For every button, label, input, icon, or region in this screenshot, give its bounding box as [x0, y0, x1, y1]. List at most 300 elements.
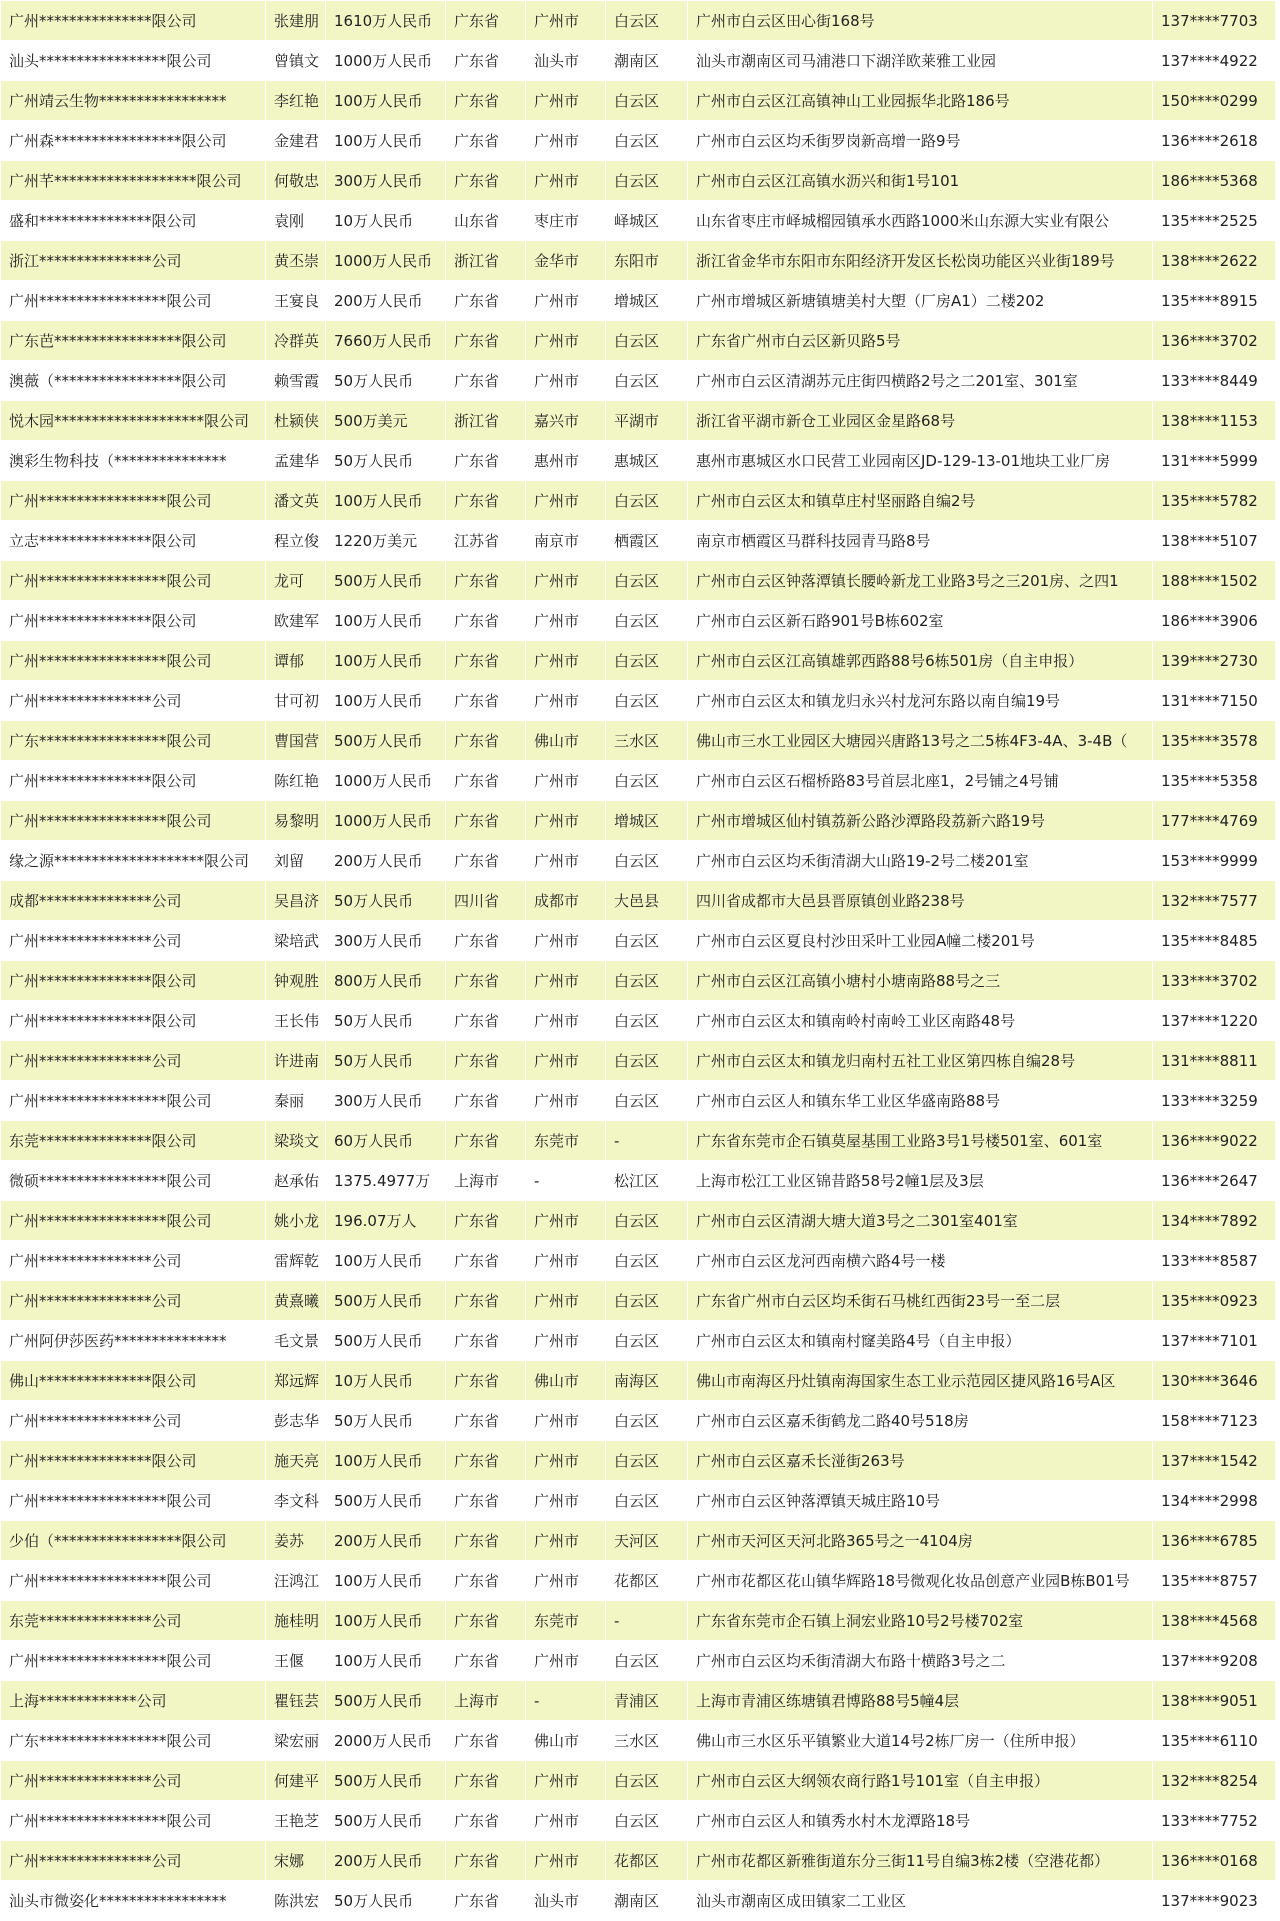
- city-cell: 广州市: [526, 1841, 606, 1881]
- phone-cell: 186****3906: [1153, 601, 1276, 641]
- phone-cell: 131****8811: [1153, 1041, 1276, 1081]
- legal-rep-cell: 施天亮: [266, 1441, 326, 1481]
- company-name-cell: 广州***************公司: [1, 681, 266, 721]
- registered-capital-cell: 1000万人民币: [326, 41, 446, 81]
- address-cell: 广东省广州市白云区新贝路5号: [688, 321, 1153, 361]
- district-cell: 白云区: [606, 841, 688, 881]
- phone-cell: 136****2618: [1153, 121, 1276, 161]
- district-cell: 白云区: [606, 561, 688, 601]
- city-cell: 汕头市: [526, 41, 606, 81]
- city-cell: 佛山市: [526, 1721, 606, 1761]
- city-cell: 惠州市: [526, 441, 606, 481]
- province-cell: 广东省: [446, 1641, 526, 1681]
- legal-rep-cell: 杜颍侠: [266, 401, 326, 441]
- legal-rep-cell: 钟观胜: [266, 961, 326, 1001]
- province-cell: 广东省: [446, 1241, 526, 1281]
- province-cell: 广东省: [446, 1801, 526, 1841]
- district-cell: 花都区: [606, 1561, 688, 1601]
- address-cell: 广州市白云区石榴桥路83号首层北座1，2号铺之4号铺: [688, 761, 1153, 801]
- company-name-cell: 广州*****************限公司: [1, 641, 266, 681]
- address-cell: 广州市白云区嘉禾长湴街263号: [688, 1441, 1153, 1481]
- legal-rep-cell: 黄丕崇: [266, 241, 326, 281]
- district-cell: 松江区: [606, 1161, 688, 1201]
- address-cell: 汕头市潮南区成田镇家二工业区: [688, 1881, 1153, 1921]
- city-cell: 广州市: [526, 761, 606, 801]
- table-row: [1, 1121, 1276, 1161]
- address-cell: 广州市白云区太和镇南村窿美路4号（自主申报）: [688, 1321, 1153, 1361]
- company-name-cell: 浙江***************公司: [1, 241, 266, 281]
- address-cell: 广州市天河区天河北路365号之一4104房: [688, 1521, 1153, 1561]
- city-cell: 佛山市: [526, 721, 606, 761]
- company-name-cell: 广州***************限公司: [1, 1, 266, 41]
- province-cell: 浙江省: [446, 401, 526, 441]
- address-cell: 广州市花都区新雅街道东分三街11号自编3栋2楼（空港花都）: [688, 1841, 1153, 1881]
- city-cell: 广州市: [526, 1561, 606, 1601]
- company-name-cell: 微硕*****************限公司: [1, 1161, 266, 1201]
- registered-capital-cell: 100万人民币: [326, 641, 446, 681]
- province-cell: 广东省: [446, 841, 526, 881]
- phone-cell: 153****9999: [1153, 841, 1276, 881]
- district-cell: 惠城区: [606, 441, 688, 481]
- address-cell: 广州市白云区清湖大塘大道3号之二301室401室: [688, 1201, 1153, 1241]
- city-cell: 东莞市: [526, 1601, 606, 1641]
- legal-rep-cell: 梁培武: [266, 921, 326, 961]
- address-cell: 广州市白云区江高镇小塘村小塘南路88号之三: [688, 961, 1153, 1001]
- legal-rep-cell: 潘文英: [266, 481, 326, 521]
- legal-rep-cell: 甘可初: [266, 681, 326, 721]
- table-row: [1, 801, 1276, 841]
- district-cell: 白云区: [606, 1801, 688, 1841]
- registered-capital-cell: 300万人民币: [326, 921, 446, 961]
- city-cell: 广州市: [526, 561, 606, 601]
- company-name-cell: 广州***************限公司: [1, 761, 266, 801]
- phone-cell: 130****3646: [1153, 1361, 1276, 1401]
- table-row: [1, 1721, 1276, 1761]
- province-cell: 广东省: [446, 1321, 526, 1361]
- legal-rep-cell: 宋娜: [266, 1841, 326, 1881]
- registered-capital-cell: 50万人民币: [326, 1001, 446, 1041]
- district-cell: -: [606, 1601, 688, 1641]
- company-name-cell: 少伯（*****************限公司: [1, 1521, 266, 1561]
- phone-cell: 137****7101: [1153, 1321, 1276, 1361]
- city-cell: 枣庄市: [526, 201, 606, 241]
- city-cell: 广州市: [526, 961, 606, 1001]
- registered-capital-cell: 1375.4977万: [326, 1161, 446, 1201]
- phone-cell: 133****7752: [1153, 1801, 1276, 1841]
- company-name-cell: 广州***************公司: [1, 1041, 266, 1081]
- company-name-cell: 广东芭*****************限公司: [1, 321, 266, 361]
- city-cell: 广州市: [526, 641, 606, 681]
- address-cell: 广州市白云区江高镇神山工业园振华北路186号: [688, 81, 1153, 121]
- address-cell: 广州市白云区夏良村沙田采叶工业园A幢二楼201号: [688, 921, 1153, 961]
- table-row: [1, 1881, 1276, 1921]
- table-row: [1, 641, 1276, 681]
- registered-capital-cell: 50万人民币: [326, 441, 446, 481]
- company-name-cell: 广州*****************限公司: [1, 281, 266, 321]
- company-name-cell: 广州***************限公司: [1, 601, 266, 641]
- city-cell: 广州市: [526, 121, 606, 161]
- legal-rep-cell: 程立俊: [266, 521, 326, 561]
- registered-capital-cell: 100万人民币: [326, 1561, 446, 1601]
- company-name-cell: 广州*****************限公司: [1, 801, 266, 841]
- address-cell: 汕头市潮南区司马浦港口下湖洋欧莱雅工业园: [688, 41, 1153, 81]
- province-cell: 广东省: [446, 321, 526, 361]
- legal-rep-cell: 彭志华: [266, 1401, 326, 1441]
- address-cell: 广州市增城区仙村镇荔新公路沙潭路段荔新六路19号: [688, 801, 1153, 841]
- registered-capital-cell: 500万人民币: [326, 1321, 446, 1361]
- table-row: [1, 521, 1276, 561]
- phone-cell: 136****2647: [1153, 1161, 1276, 1201]
- registered-capital-cell: 1000万人民币: [326, 761, 446, 801]
- province-cell: 广东省: [446, 1761, 526, 1801]
- district-cell: 潮南区: [606, 41, 688, 81]
- table-row: [1, 1561, 1276, 1601]
- province-cell: 浙江省: [446, 241, 526, 281]
- address-cell: 广东省东莞市企石镇上洞宏业路10号2号楼702室: [688, 1601, 1153, 1641]
- district-cell: 增城区: [606, 281, 688, 321]
- province-cell: 广东省: [446, 1201, 526, 1241]
- address-cell: 佛山市三水工业园区大塘园兴唐路13号之二5栋4F3-4A、3-4B（: [688, 721, 1153, 761]
- city-cell: 广州市: [526, 321, 606, 361]
- registered-capital-cell: 100万人民币: [326, 81, 446, 121]
- table-row: [1, 921, 1276, 961]
- table-row: [1, 1441, 1276, 1481]
- legal-rep-cell: 施桂明: [266, 1601, 326, 1641]
- province-cell: 广东省: [446, 1001, 526, 1041]
- district-cell: 白云区: [606, 361, 688, 401]
- table-row: [1, 41, 1276, 81]
- phone-cell: 136****0168: [1153, 1841, 1276, 1881]
- address-cell: 广州市白云区清湖苏元庄街四横路2号之二201室、301室: [688, 361, 1153, 401]
- address-cell: 四川省成都市大邑县晋原镇创业路238号: [688, 881, 1153, 921]
- table-row: [1, 361, 1276, 401]
- city-cell: 广州市: [526, 1801, 606, 1841]
- address-cell: 上海市松江工业区锦昔路58号2幢1层及3层: [688, 1161, 1153, 1201]
- table-row: [1, 1601, 1276, 1641]
- phone-cell: 137****1542: [1153, 1441, 1276, 1481]
- city-cell: 广州市: [526, 81, 606, 121]
- registered-capital-cell: 200万人民币: [326, 1841, 446, 1881]
- province-cell: 广东省: [446, 561, 526, 601]
- registered-capital-cell: 100万人民币: [326, 681, 446, 721]
- table-row: [1, 81, 1276, 121]
- legal-rep-cell: 谭郁: [266, 641, 326, 681]
- table-row: [1, 721, 1276, 761]
- company-name-cell: 广州靖云生物*****************: [1, 81, 266, 121]
- phone-cell: 158****7123: [1153, 1401, 1276, 1441]
- district-cell: 东阳市: [606, 241, 688, 281]
- address-cell: 广州市白云区人和镇东华工业区华盛南路88号: [688, 1081, 1153, 1121]
- city-cell: 广州市: [526, 1281, 606, 1321]
- phone-cell: 135****5782: [1153, 481, 1276, 521]
- table-row: [1, 1761, 1276, 1801]
- registered-capital-cell: 100万人民币: [326, 1441, 446, 1481]
- company-name-cell: 广州***************限公司: [1, 1001, 266, 1041]
- city-cell: 广州市: [526, 681, 606, 721]
- address-cell: 广州市白云区新石路901号B栋602室: [688, 601, 1153, 641]
- registered-capital-cell: 500万人民币: [326, 1481, 446, 1521]
- table-row: [1, 1361, 1276, 1401]
- company-name-cell: 广州***************限公司: [1, 961, 266, 1001]
- address-cell: 广州市白云区田心街168号: [688, 1, 1153, 41]
- district-cell: 潮南区: [606, 1881, 688, 1921]
- legal-rep-cell: 王偃: [266, 1641, 326, 1681]
- city-cell: 广州市: [526, 1641, 606, 1681]
- legal-rep-cell: 张建朋: [266, 1, 326, 41]
- province-cell: 广东省: [446, 1481, 526, 1521]
- address-cell: 广州市增城区新塘镇塘美村大塱（厂房A1）二楼202: [688, 281, 1153, 321]
- province-cell: 广东省: [446, 1841, 526, 1881]
- district-cell: 白云区: [606, 1241, 688, 1281]
- district-cell: 三水区: [606, 721, 688, 761]
- legal-rep-cell: 许进南: [266, 1041, 326, 1081]
- company-name-cell: 上海*************公司: [1, 1681, 266, 1721]
- district-cell: 平湖市: [606, 401, 688, 441]
- province-cell: 广东省: [446, 121, 526, 161]
- district-cell: 花都区: [606, 1841, 688, 1881]
- address-cell: 广州市白云区太和镇南岭村南岭工业区南路48号: [688, 1001, 1153, 1041]
- city-cell: 广州市: [526, 1, 606, 41]
- registered-capital-cell: 196.07万人: [326, 1201, 446, 1241]
- address-cell: 山东省枣庄市峄城榴园镇承水西路1000米山东源大实业有限公: [688, 201, 1153, 241]
- registered-capital-cell: 200万人民币: [326, 841, 446, 881]
- province-cell: 广东省: [446, 961, 526, 1001]
- address-cell: 广州市白云区江高镇水沥兴和街1号101: [688, 161, 1153, 201]
- province-cell: 广东省: [446, 1521, 526, 1561]
- company-name-cell: 广州*****************限公司: [1, 1801, 266, 1841]
- address-cell: 浙江省平湖市新仓工业园区金星路68号: [688, 401, 1153, 441]
- legal-rep-cell: 何敬忠: [266, 161, 326, 201]
- province-cell: 广东省: [446, 641, 526, 681]
- table-row: [1, 961, 1276, 1001]
- district-cell: 南海区: [606, 1361, 688, 1401]
- address-cell: 广州市白云区均禾街清湖大布路十横路3号之二: [688, 1641, 1153, 1681]
- city-cell: 广州市: [526, 161, 606, 201]
- legal-rep-cell: 梁宏丽: [266, 1721, 326, 1761]
- phone-cell: 150****0299: [1153, 81, 1276, 121]
- city-cell: 广州市: [526, 841, 606, 881]
- registered-capital-cell: 7660万人民币: [326, 321, 446, 361]
- legal-rep-cell: 李红艳: [266, 81, 326, 121]
- district-cell: 白云区: [606, 1281, 688, 1321]
- table-row: [1, 441, 1276, 481]
- phone-cell: 131****7150: [1153, 681, 1276, 721]
- district-cell: 白云区: [606, 1081, 688, 1121]
- address-cell: 浙江省金华市东阳市东阳经济开发区长松岗功能区兴业街189号: [688, 241, 1153, 281]
- legal-rep-cell: 王艳芝: [266, 1801, 326, 1841]
- table-row: [1, 1041, 1276, 1081]
- phone-cell: 134****7892: [1153, 1201, 1276, 1241]
- province-cell: 四川省: [446, 881, 526, 921]
- table-row: [1, 1401, 1276, 1441]
- phone-cell: 139****2730: [1153, 641, 1276, 681]
- legal-rep-cell: 郑远辉: [266, 1361, 326, 1401]
- table-row: [1, 1081, 1276, 1121]
- registered-capital-cell: 50万人民币: [326, 1401, 446, 1441]
- phone-cell: 137****9208: [1153, 1641, 1276, 1681]
- address-cell: 上海市青浦区练塘镇君博路88号5幢4层: [688, 1681, 1153, 1721]
- phone-cell: 134****2998: [1153, 1481, 1276, 1521]
- city-cell: 广州市: [526, 801, 606, 841]
- legal-rep-cell: 雷辉乾: [266, 1241, 326, 1281]
- legal-rep-cell: 姜苏: [266, 1521, 326, 1561]
- address-cell: 广州市白云区钟落潭镇长腰岭新龙工业路3号之三201房、之四1: [688, 561, 1153, 601]
- district-cell: 白云区: [606, 1641, 688, 1681]
- province-cell: 广东省: [446, 681, 526, 721]
- company-name-cell: 广州***************公司: [1, 1401, 266, 1441]
- legal-rep-cell: 李文科: [266, 1481, 326, 1521]
- province-cell: 广东省: [446, 1401, 526, 1441]
- table-row: [1, 321, 1276, 361]
- registered-capital-cell: 50万人民币: [326, 1041, 446, 1081]
- city-cell: 广州市: [526, 1081, 606, 1121]
- legal-rep-cell: 陈红艳: [266, 761, 326, 801]
- city-cell: 东莞市: [526, 1121, 606, 1161]
- province-cell: 广东省: [446, 41, 526, 81]
- province-cell: 广东省: [446, 761, 526, 801]
- city-cell: 佛山市: [526, 1361, 606, 1401]
- phone-cell: 135****0923: [1153, 1281, 1276, 1321]
- registered-capital-cell: 1000万人民币: [326, 241, 446, 281]
- legal-rep-cell: 王宴良: [266, 281, 326, 321]
- phone-cell: 133****3259: [1153, 1081, 1276, 1121]
- district-cell: 大邑县: [606, 881, 688, 921]
- legal-rep-cell: 易黎明: [266, 801, 326, 841]
- phone-cell: 137****9023: [1153, 1881, 1276, 1921]
- legal-rep-cell: 瞿钰芸: [266, 1681, 326, 1721]
- legal-rep-cell: 汪鸿江: [266, 1561, 326, 1601]
- table-row: [1, 1841, 1276, 1881]
- city-cell: 广州市: [526, 481, 606, 521]
- district-cell: 青浦区: [606, 1681, 688, 1721]
- registered-capital-cell: 800万人民币: [326, 961, 446, 1001]
- company-name-cell: 广州*****************限公司: [1, 1481, 266, 1521]
- table-row: [1, 481, 1276, 521]
- city-cell: 广州市: [526, 1041, 606, 1081]
- province-cell: 广东省: [446, 481, 526, 521]
- phone-cell: 135****6110: [1153, 1721, 1276, 1761]
- phone-cell: 137****7703: [1153, 1, 1276, 41]
- company-name-cell: 广东*****************限公司: [1, 721, 266, 761]
- province-cell: 广东省: [446, 1041, 526, 1081]
- phone-cell: 137****4922: [1153, 41, 1276, 81]
- legal-rep-cell: 欧建军: [266, 601, 326, 641]
- city-cell: 广州市: [526, 1001, 606, 1041]
- registered-capital-cell: 100万人民币: [326, 601, 446, 641]
- legal-rep-cell: 吴昌济: [266, 881, 326, 921]
- table-row: [1, 201, 1276, 241]
- company-name-cell: 佛山***************限公司: [1, 1361, 266, 1401]
- registered-capital-cell: 100万人民币: [326, 1641, 446, 1681]
- legal-rep-cell: 毛文景: [266, 1321, 326, 1361]
- district-cell: 天河区: [606, 1521, 688, 1561]
- city-cell: 成都市: [526, 881, 606, 921]
- address-cell: 广州市白云区太和镇龙归永兴村龙河东路以南自编19号: [688, 681, 1153, 721]
- phone-cell: 138****9051: [1153, 1681, 1276, 1721]
- city-cell: 广州市: [526, 361, 606, 401]
- company-name-cell: 广州阿伊莎医药***************: [1, 1321, 266, 1361]
- city-cell: 广州市: [526, 281, 606, 321]
- phone-cell: 186****5368: [1153, 161, 1276, 201]
- company-name-cell: 东莞***************限公司: [1, 1121, 266, 1161]
- table-row: [1, 761, 1276, 801]
- registered-capital-cell: 50万人民币: [326, 361, 446, 401]
- address-cell: 南京市栖霞区马群科技园青马路8号: [688, 521, 1153, 561]
- phone-cell: 132****7577: [1153, 881, 1276, 921]
- district-cell: 白云区: [606, 81, 688, 121]
- legal-rep-cell: 姚小龙: [266, 1201, 326, 1241]
- table-row: [1, 161, 1276, 201]
- company-name-cell: 广州*****************限公司: [1, 1641, 266, 1681]
- province-cell: 广东省: [446, 161, 526, 201]
- address-cell: 广州市白云区均禾街罗岗新高增一路9号: [688, 121, 1153, 161]
- district-cell: 白云区: [606, 481, 688, 521]
- registered-capital-cell: 100万人民币: [326, 481, 446, 521]
- company-name-cell: 广州***************公司: [1, 1841, 266, 1881]
- province-cell: 广东省: [446, 1121, 526, 1161]
- city-cell: 广州市: [526, 1401, 606, 1441]
- table-row: [1, 1321, 1276, 1361]
- phone-cell: 136****9022: [1153, 1121, 1276, 1161]
- address-cell: 广州市白云区嘉禾街鹤龙二路40号518房: [688, 1401, 1153, 1441]
- registered-capital-cell: 10万人民币: [326, 201, 446, 241]
- registered-capital-cell: 500万人民币: [326, 1761, 446, 1801]
- district-cell: -: [606, 1121, 688, 1161]
- company-name-cell: 广东*****************限公司: [1, 1721, 266, 1761]
- registered-capital-cell: 1610万人民币: [326, 1, 446, 41]
- registered-capital-cell: 500万人民币: [326, 1801, 446, 1841]
- city-cell: 广州市: [526, 1241, 606, 1281]
- table-row: [1, 241, 1276, 281]
- address-cell: 广东省东莞市企石镇莫屋基围工业路3号1号楼501室、601室: [688, 1121, 1153, 1161]
- province-cell: 广东省: [446, 601, 526, 641]
- company-name-cell: 广州*****************限公司: [1, 561, 266, 601]
- table-row: [1, 1241, 1276, 1281]
- province-cell: 广东省: [446, 721, 526, 761]
- table-row: [1, 881, 1276, 921]
- registered-capital-cell: 10万人民币: [326, 1361, 446, 1401]
- registered-capital-cell: 50万人民币: [326, 881, 446, 921]
- table-row: [1, 681, 1276, 721]
- city-cell: 广州市: [526, 1321, 606, 1361]
- city-cell: 广州市: [526, 1761, 606, 1801]
- district-cell: 三水区: [606, 1721, 688, 1761]
- address-cell: 广州市白云区太和镇草庄村坚丽路自编2号: [688, 481, 1153, 521]
- phone-cell: 131****5999: [1153, 441, 1276, 481]
- table-row: [1, 1201, 1276, 1241]
- legal-rep-cell: 秦丽: [266, 1081, 326, 1121]
- company-name-cell: 汕头*****************限公司: [1, 41, 266, 81]
- district-cell: 白云区: [606, 961, 688, 1001]
- company-name-cell: 广州*****************限公司: [1, 1561, 266, 1601]
- company-name-cell: 盛和***************限公司: [1, 201, 266, 241]
- company-name-cell: 广州***************公司: [1, 1241, 266, 1281]
- registered-capital-cell: 200万人民币: [326, 1521, 446, 1561]
- company-name-cell: 澳薇（*****************限公司: [1, 361, 266, 401]
- address-cell: 广东省广州市白云区均禾街石马桃红西街23号一至二层: [688, 1281, 1153, 1321]
- district-cell: 白云区: [606, 761, 688, 801]
- table-row: [1, 601, 1276, 641]
- legal-rep-cell: 陈洪宏: [266, 1881, 326, 1921]
- district-cell: 白云区: [606, 161, 688, 201]
- company-name-cell: 立志***************限公司: [1, 521, 266, 561]
- city-cell: 汕头市: [526, 1881, 606, 1921]
- district-cell: 增城区: [606, 801, 688, 841]
- phone-cell: 133****8449: [1153, 361, 1276, 401]
- table-row: [1, 1481, 1276, 1521]
- registered-capital-cell: 300万人民币: [326, 1081, 446, 1121]
- registered-capital-cell: 200万人民币: [326, 281, 446, 321]
